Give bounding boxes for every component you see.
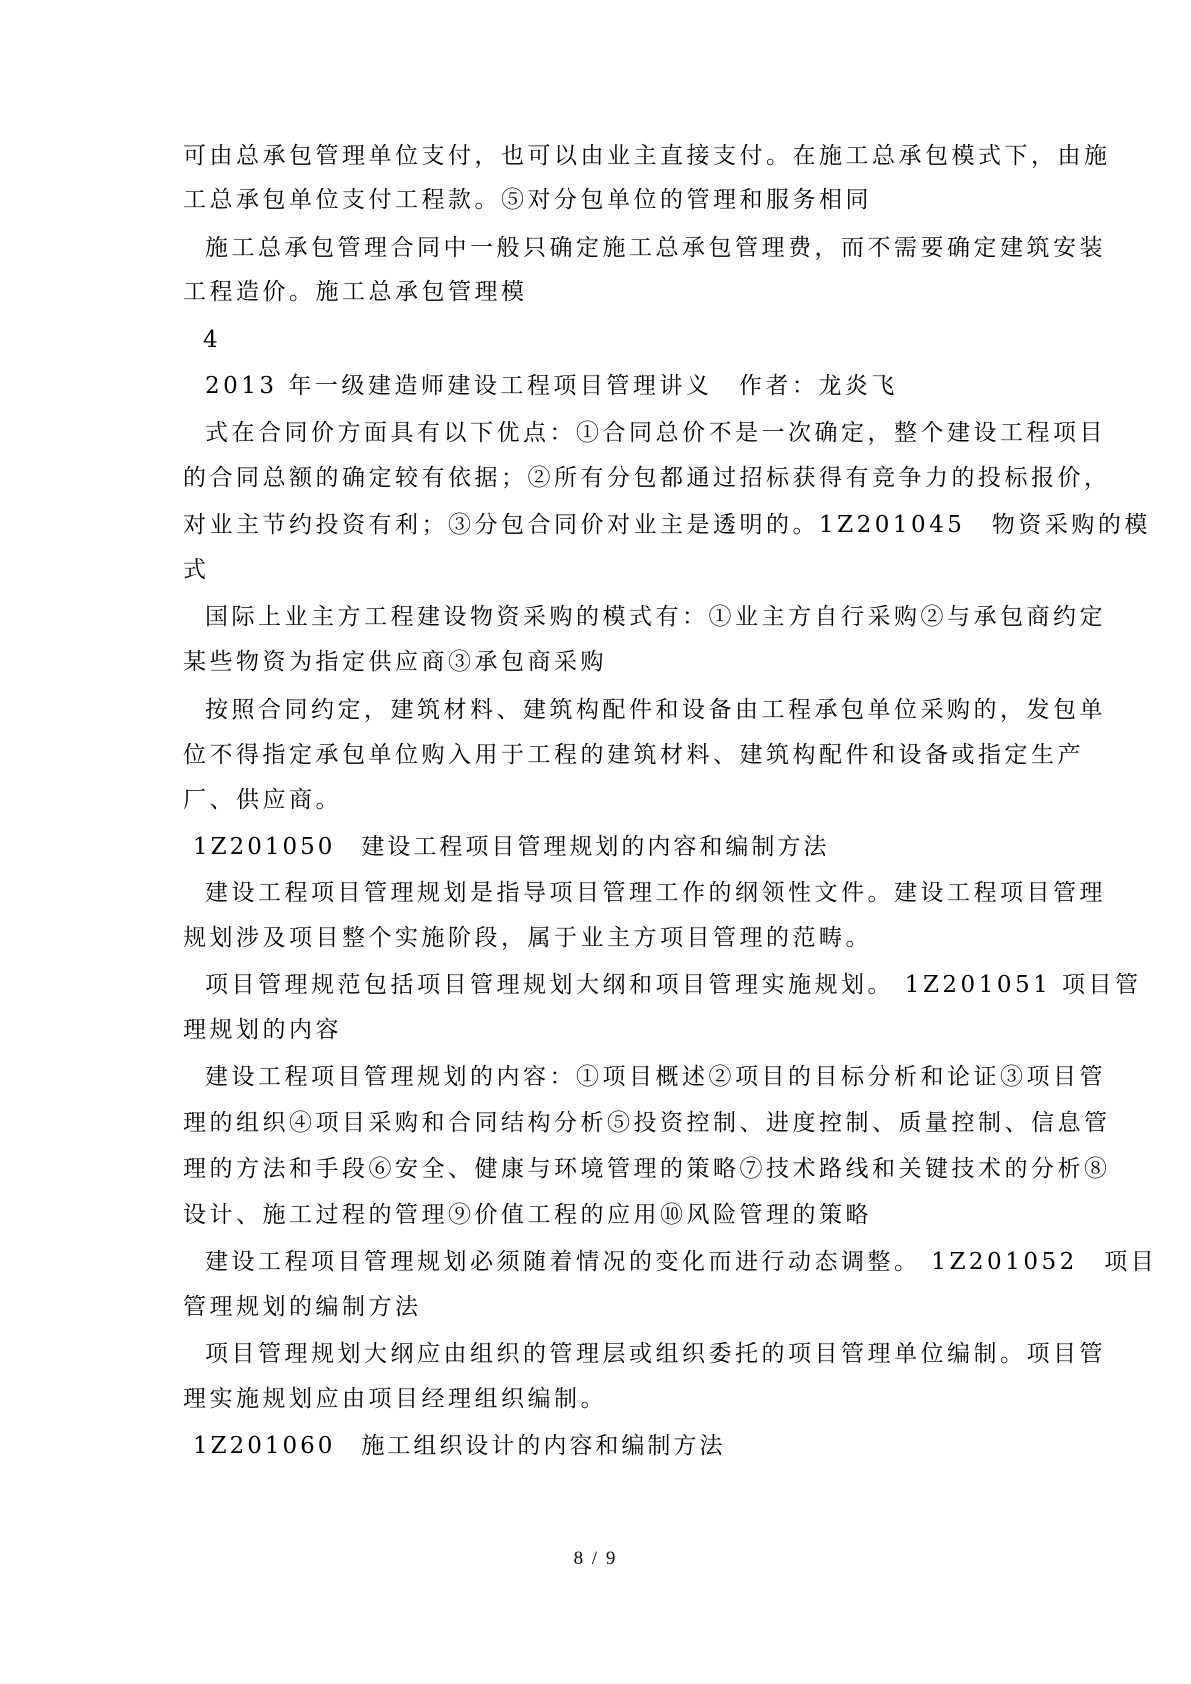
section-number: 4 bbox=[203, 327, 222, 353]
body-text-line: 建设工程项目管理规划是指导项目管理工作的纲领性文件。建设工程项目管理 bbox=[205, 880, 1106, 906]
section-heading: 1Z201060 施工组织设计的内容和编制方法 bbox=[193, 1433, 726, 1459]
body-text-line: 工总承包单位支付工程款。⑤对分包单位的管理和服务相同 bbox=[183, 187, 872, 213]
body-text-line: 工程造价。施工总承包管理模 bbox=[183, 279, 528, 305]
body-text-line: 规划涉及项目整个实施阶段，属于业主方项目管理的范畴。 bbox=[183, 925, 872, 951]
running-header: 2013 年一级建造师建设工程项目管理讲义 作者：龙炎飞 bbox=[205, 373, 898, 399]
body-text-line: 对业主节约投资有利；③分包合同价对业主是透明的。1Z201045 物资采购的模 bbox=[183, 512, 1151, 538]
section-heading: 1Z201050 建设工程项目管理规划的内容和编制方法 bbox=[193, 834, 830, 860]
body-text-line: 位不得指定承包单位购入用于工程的建筑材料、建筑构配件和设备或指定生产 bbox=[183, 742, 1084, 768]
body-text-line: 式 bbox=[183, 557, 210, 583]
body-text-line: 项目管理规范包括项目管理规划大纲和项目管理实施规划。 1Z201051 项目管 bbox=[205, 972, 1142, 998]
body-text-line: 国际上业主方工程建设物资采购的模式有：①业主方自行采购②与承包商约定 bbox=[205, 604, 1106, 630]
body-text-line: 厂、供应商。 bbox=[183, 787, 342, 813]
body-text-line: 式在合同价方面具有以下优点：①合同总价不是一次确定，整个建设工程项目 bbox=[205, 420, 1106, 446]
body-text-line: 管理规划的编制方法 bbox=[183, 1294, 422, 1320]
body-text-line: 项目管理规划大纲应由组织的管理层或组织委托的项目管理单位编制。项目管 bbox=[205, 1341, 1106, 1367]
body-text-line: 建设工程项目管理规划的内容：①项目概述②项目的目标分析和论证③项目管 bbox=[205, 1064, 1106, 1090]
body-text-line: 理的方法和手段⑥安全、健康与环境管理的策略⑦技术路线和关键技术的分析⑧ bbox=[183, 1156, 1111, 1182]
body-text-line: 理的组织④项目采购和合同结构分析⑤投资控制、进度控制、质量控制、信息管 bbox=[183, 1110, 1111, 1136]
body-text-line: 的合同总额的确定较有依据；②所有分包都通过招标获得有竞争力的投标报价， bbox=[183, 465, 1111, 491]
body-text-line: 某些物资为指定供应商③承包商采购 bbox=[183, 649, 607, 675]
body-text-line: 设计、施工过程的管理⑨价值工程的应用⑩风险管理的策略 bbox=[183, 1202, 872, 1228]
body-text-line: 施工总承包管理合同中一般只确定施工总承包管理费，而不需要确定建筑安装 bbox=[205, 235, 1106, 261]
page-number: 8 / 9 bbox=[573, 1548, 618, 1569]
body-text-line: 可由总承包管理单位支付，也可以由业主直接支付。在施工总承包模式下，由施 bbox=[183, 143, 1111, 169]
body-text-line: 理规划的内容 bbox=[183, 1017, 342, 1043]
body-text-line: 理实施规划应由项目经理组织编制。 bbox=[183, 1386, 607, 1412]
body-text-line: 按照合同约定，建筑材料、建筑构配件和设备由工程承包单位采购的，发包单 bbox=[205, 697, 1106, 723]
body-text-line: 建设工程项目管理规划必须随着情况的变化而进行动态调整。 1Z201052 项目 bbox=[205, 1249, 1158, 1275]
